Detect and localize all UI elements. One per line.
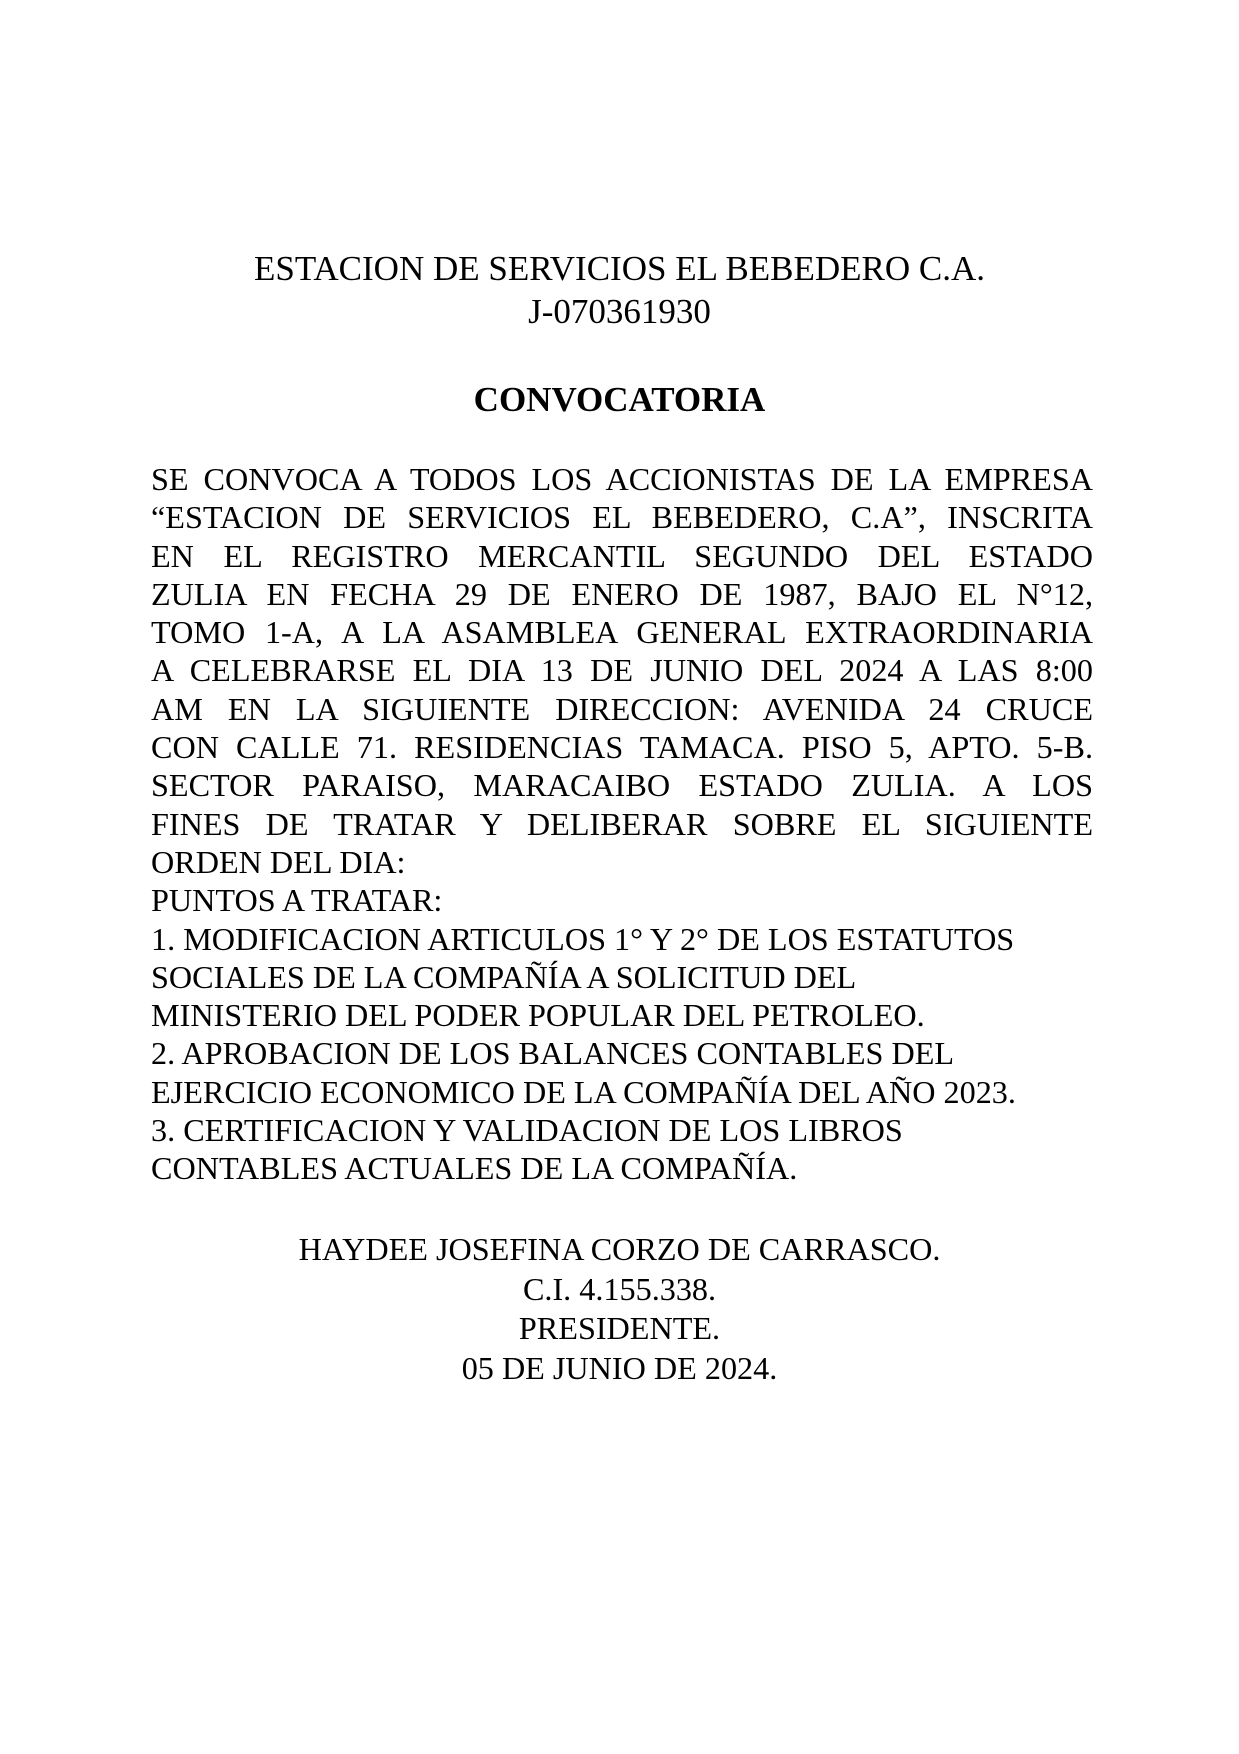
- signatory-id: C.I. 4.155.338.: [522, 1270, 717, 1307]
- paragraph-line: AM EN LA SIGUIENTE DIRECCION: AVENIDA 24 CRUCE: [151, 690, 1093, 727]
- agenda-item-line: 3. CERTIFICACION Y VALIDACION DE LOS LIBROS: [151, 1112, 903, 1149]
- document-title: CONVOCATORIA: [473, 380, 766, 419]
- paragraph-line: “ESTACION DE SERVICIOS EL BEBEDERO, C.A”, INSCRITA: [151, 499, 1093, 536]
- paragraph-line: FINES DE TRATAR Y DELIBERAR SOBRE EL SIGUIENTE: [151, 805, 1093, 842]
- signatory-role: PRESIDENTE.: [518, 1310, 721, 1346]
- agenda-item-line: 1. MODIFICACION ARTICULOS 1° Y 2° DE LOS ESTATUTOS: [151, 920, 1015, 957]
- paragraph-line: SECTOR PARAISO, MARACAIBO ESTADO ZULIA. A LOS: [151, 767, 1093, 804]
- agenda-item-line: MINISTERIO DEL PODER POPULAR DEL PETROLEO.: [151, 997, 925, 1034]
- signatory-name: HAYDEE JOSEFINA CORZO DE CARRASCO.: [298, 1231, 941, 1267]
- agenda-item-line: CONTABLES ACTUALES DE LA COMPAÑÍA.: [151, 1150, 798, 1187]
- paragraph-line: ZULIA EN FECHA 29 DE ENERO DE 1987, BAJO EL N°12,: [151, 575, 1093, 612]
- agenda-item-line: 2. APROBACION DE LOS BALANCES CONTABLES DEL: [151, 1035, 955, 1072]
- company-name: ESTACION DE SERVICIOS EL BEBEDERO C.A.: [253, 249, 986, 288]
- agenda-item-line: SOCIALES DE LA COMPAÑÍA A SOLICITUD DEL: [151, 958, 857, 995]
- paragraph-line: TOMO 1-A, A LA ASAMBLEA GENERAL EXTRAORDINARIA: [151, 614, 1093, 651]
- agenda-heading: PUNTOS A TRATAR:: [151, 882, 443, 919]
- document-date: 05 DE JUNIO DE 2024.: [461, 1349, 778, 1386]
- paragraph-last-line: ORDEN DEL DIA:: [151, 843, 406, 880]
- convocation-body: [151, 460, 1093, 1188]
- paragraph-line: CON CALLE 71. RESIDENCIAS TAMACA. PISO 5, APTO. 5-B.: [151, 729, 1093, 766]
- signature-block: [0, 1230, 1239, 1388]
- paragraph-line: A CELEBRARSE EL DIA 13 DE JUNIO DEL 2024 A LAS 8:00: [151, 652, 1093, 689]
- paragraph-line: EN EL REGISTRO MERCANTIL SEGUNDO DEL ESTADO: [151, 537, 1093, 574]
- paragraph-line: SE CONVOCA A TODOS LOS ACCIONISTAS DE LA EMPRESA: [151, 461, 1093, 497]
- agenda-item-line: EJERCICIO ECONOMICO DE LA COMPAÑÍA DEL AÑO 2023.: [151, 1073, 1016, 1110]
- company-rif: J-070361930: [528, 292, 711, 331]
